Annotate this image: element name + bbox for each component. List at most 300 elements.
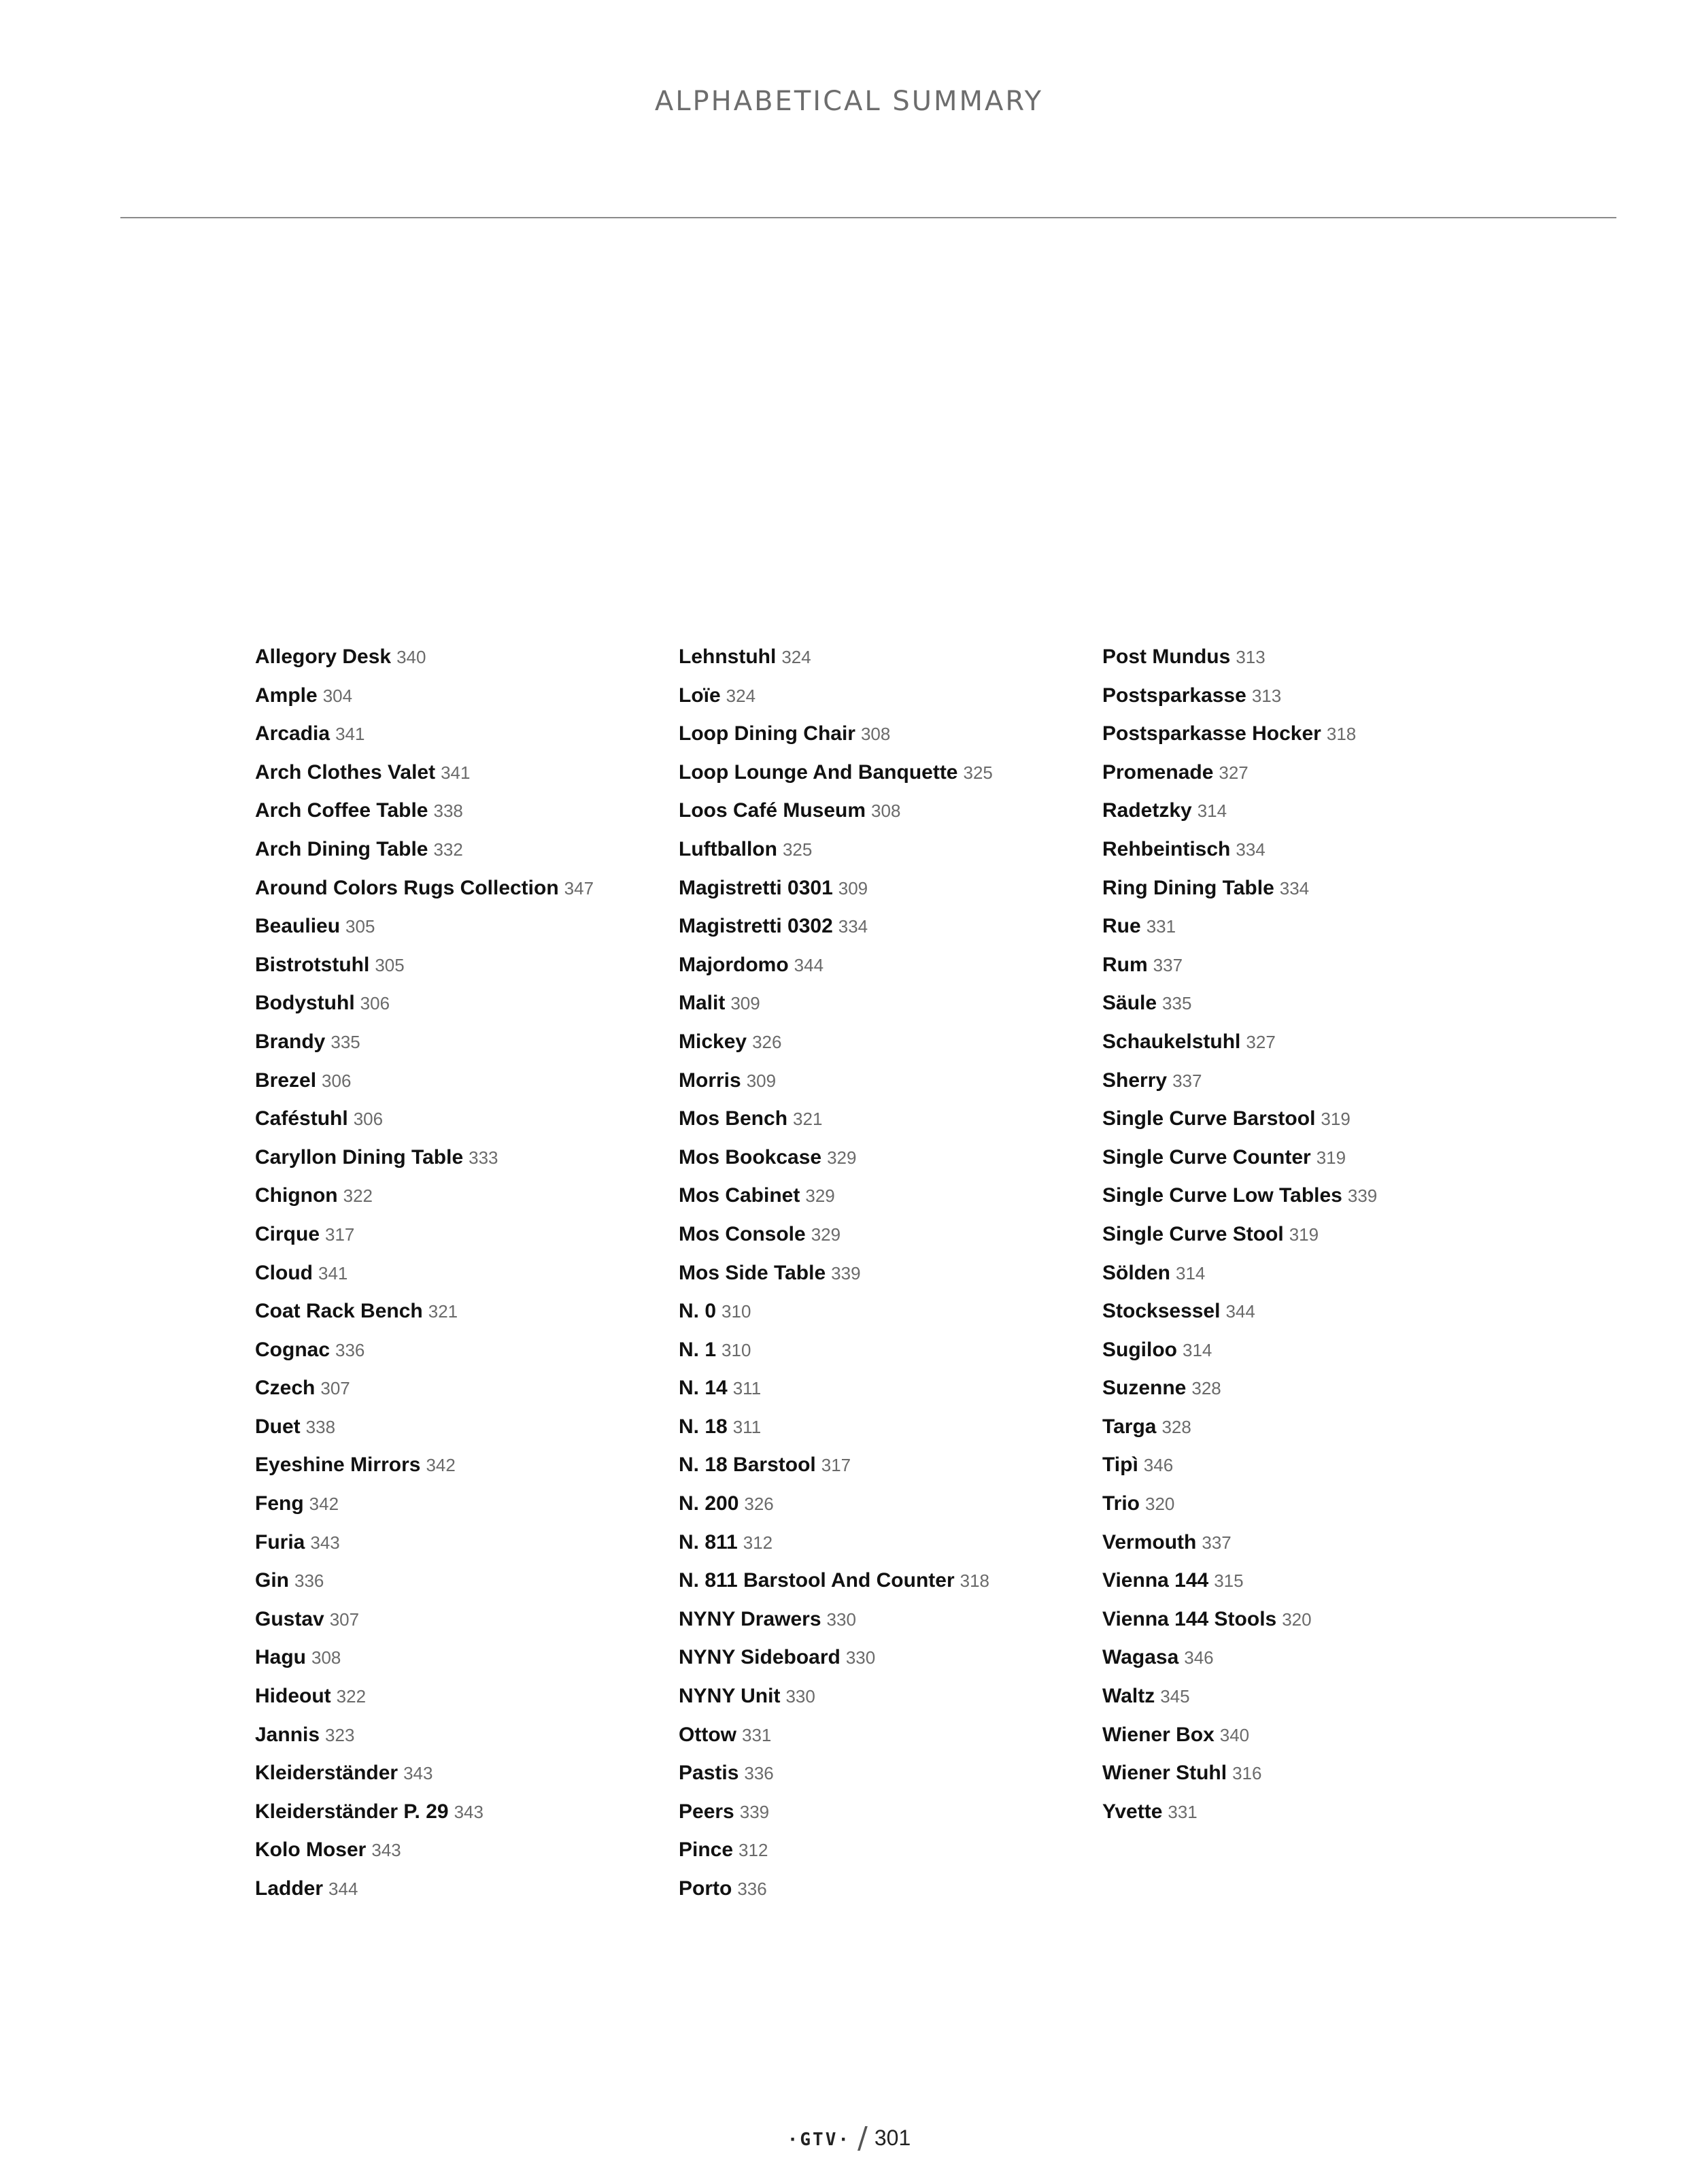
entry-name: Mos Side Table [679,1261,826,1284]
entry-name: Hagu [255,1646,306,1669]
index-entry [1102,1294,1524,1332]
entry-page-number: 308 [311,1647,341,1668]
entry-page-number: 343 [454,1801,483,1822]
index-entry [1102,1332,1524,1371]
entry-name: Arcadia [255,722,330,745]
entry-name: Promenade [1102,760,1214,784]
index-entry [679,1294,1100,1332]
index-entry [1102,1486,1524,1525]
index-entry [1102,1794,1524,1833]
entry-page-number: 334 [1236,839,1266,860]
entry-page-number: 346 [1184,1647,1214,1668]
entry-page-number: 321 [428,1301,458,1322]
entry-name: Cirque [255,1222,320,1245]
entry-name: Gustav [255,1607,324,1630]
entry-page-number: 336 [294,1570,324,1592]
index-entry [679,871,1100,909]
index-entry [679,1602,1100,1641]
entry-page-number: 335 [1162,993,1192,1014]
index-entry [255,793,677,832]
page-number: 301 [874,2126,911,2150]
entry-name: Loop Dining Chair [679,722,855,745]
entry-page-number: 339 [1347,1186,1378,1207]
entry-page-number: 319 [1316,1147,1346,1168]
entry-name: N. 811 Barstool And Counter [679,1569,955,1592]
index-entry [1102,1679,1524,1717]
entry-page-number: 328 [1191,1378,1221,1399]
index-entry [1102,1409,1524,1448]
index-entry [255,1371,677,1409]
entry-name: Kleiderständer [255,1762,398,1785]
entry-name: Waltz [1102,1685,1155,1708]
entry-page-number: 338 [305,1416,336,1437]
index-entry [1102,1640,1524,1679]
index-entry [255,1101,677,1140]
entry-name: Single Curve Barstool [1102,1107,1316,1130]
index-entry [255,986,677,1024]
entry-name: Vienna 144 Stools [1102,1607,1277,1630]
entry-name: Single Curve Stool [1102,1222,1284,1245]
entry-page-number: 319 [1321,1109,1351,1130]
entry-page-number: 329 [805,1186,835,1207]
entry-name: Radetzky [1102,799,1192,822]
entry-page-number: 320 [1145,1494,1175,1515]
entry-page-number: 337 [1172,1070,1202,1091]
index-column-1 [255,639,677,1910]
entry-name: Mos Console [679,1222,806,1245]
entry-name: N. 18 [679,1415,728,1438]
entry-name: Gin [255,1569,289,1592]
index-entry [255,1447,677,1486]
entry-name: Mos Bench [679,1107,788,1130]
brand-logo: ·GTV· [787,2130,851,2150]
index-entry [255,1794,677,1833]
entry-name: Rehbeintisch [1102,837,1231,860]
index-entry [679,793,1100,832]
index-entry [255,1602,677,1641]
index-entry [1102,1256,1524,1294]
index-entry [1102,1371,1524,1409]
entry-page-number: 337 [1153,954,1183,975]
entry-page-number: 315 [1214,1570,1244,1592]
entry-name: Around Colors Rugs Collection [255,876,559,899]
entry-page-number: 309 [838,877,868,898]
index-entry [679,1063,1100,1102]
index-entry [1102,1447,1524,1486]
index-entry [255,639,677,678]
entry-page-number: 331 [741,1724,772,1745]
entry-name: Peers [679,1800,734,1823]
entry-page-number: 326 [744,1494,774,1515]
entry-page-number: 317 [325,1224,355,1245]
index-entry [255,947,677,986]
entry-name: Arch Clothes Valet [255,760,436,784]
index-entry [1102,871,1524,909]
entry-page-number: 322 [343,1186,373,1207]
entry-page-number: 340 [396,647,426,667]
entry-page-number: 347 [564,877,594,898]
entry-page-number: 322 [336,1686,367,1707]
index-entry [679,909,1100,947]
entry-page-number: 316 [1232,1763,1262,1784]
entry-name: N. 18 Barstool [679,1454,816,1477]
header-divider [120,217,1616,218]
entry-name: Trio [1102,1492,1140,1515]
entry-page-number: 324 [781,647,811,667]
entry-page-number: 321 [793,1109,823,1130]
entry-name: Ladder [255,1877,324,1900]
entry-page-number: 306 [360,993,390,1014]
entry-page-number: 313 [1236,647,1266,667]
index-entry [1102,909,1524,947]
entry-name: Cloud [255,1261,313,1284]
index-column-2 [679,639,1100,1910]
index-entry [679,1525,1100,1564]
entry-name: Vienna 144 [1102,1569,1209,1592]
entry-name: Pastis [679,1762,739,1785]
index-entry [679,1409,1100,1448]
entry-page-number: 327 [1219,762,1249,783]
index-entry [255,1140,677,1179]
entry-name: Chignon [255,1184,338,1207]
index-entry [679,1178,1100,1217]
entry-page-number: 312 [738,1840,768,1861]
index-entry [679,678,1100,717]
alphabetical-index [255,639,1547,1932]
entry-page-number: 313 [1251,685,1282,706]
entry-page-number: 314 [1182,1339,1212,1360]
entry-name: Beaulieu [255,915,341,938]
page-footer [0,2121,1698,2155]
entry-name: Hideout [255,1685,331,1708]
entry-name: N. 811 [679,1530,738,1553]
entry-page-number: 330 [845,1647,876,1668]
entry-page-number: 314 [1197,801,1227,822]
entry-page-number: 331 [1168,1801,1198,1822]
entry-name: Tipì [1102,1454,1138,1477]
entry-page-number: 343 [310,1532,340,1553]
index-entry [255,1525,677,1564]
entry-name: Rum [1102,953,1148,976]
entry-page-number: 304 [322,685,353,706]
index-entry [1102,1563,1524,1602]
entry-name: N. 200 [679,1492,739,1515]
entry-name: Schaukelstuhl [1102,1030,1241,1053]
entry-page-number: 330 [826,1609,856,1630]
footer-separator: / [858,2121,868,2155]
index-entry [255,871,677,909]
entry-page-number: 336 [737,1879,767,1899]
index-entry [255,1717,677,1756]
entry-page-number: 339 [831,1262,861,1283]
entry-page-number: 306 [322,1070,352,1091]
index-entry [1102,832,1524,871]
entry-name: Cognac [255,1338,330,1361]
index-entry [679,1332,1100,1371]
index-entry [679,1371,1100,1409]
entry-name: Yvette [1102,1800,1163,1823]
entry-page-number: 341 [318,1262,348,1283]
index-entry [255,1871,677,1910]
entry-page-number: 314 [1176,1262,1206,1283]
index-entry [1102,793,1524,832]
entry-name: Coat Rack Bench [255,1300,423,1323]
entry-name: Magistretti 0301 [679,876,833,899]
index-entry [1102,1101,1524,1140]
index-entry [679,832,1100,871]
entry-page-number: 345 [1160,1686,1190,1707]
entry-name: N. 1 [679,1338,717,1361]
entry-page-number: 332 [433,839,463,860]
entry-page-number: 306 [353,1109,384,1130]
entry-name: Wiener Box [1102,1723,1215,1746]
entry-name: Morris [679,1069,741,1092]
entry-page-number: 310 [721,1339,751,1360]
entry-name: Eyeshine Mirrors [255,1454,421,1477]
entry-name: Lehnstuhl [679,645,777,668]
entry-name: Loop Lounge And Banquette [679,760,958,784]
entry-name: Sherry [1102,1069,1168,1092]
entry-name: Wagasa [1102,1646,1179,1669]
index-entry [1102,755,1524,794]
index-entry [679,1024,1100,1063]
entry-page-number: 343 [371,1840,401,1861]
entry-name: Brezel [255,1069,317,1092]
entry-name: Single Curve Low Tables [1102,1184,1342,1207]
index-entry [679,1447,1100,1486]
entry-name: Luftballon [679,837,777,860]
index-entry [1102,1525,1524,1564]
index-entry [1102,947,1524,986]
entry-name: NYNY Sideboard [679,1646,840,1669]
entry-page-number: 327 [1246,1031,1276,1052]
index-entry [1102,639,1524,678]
entry-page-number: 326 [752,1031,782,1052]
index-entry [1102,1755,1524,1794]
index-entry [1102,1717,1524,1756]
index-entry [679,1871,1100,1910]
entry-page-number: 337 [1202,1532,1232,1553]
entry-page-number: 336 [335,1339,365,1360]
entry-name: Magistretti 0302 [679,915,833,938]
index-entry [255,1755,677,1794]
index-entry [679,1140,1100,1179]
index-entry [679,1101,1100,1140]
index-entry [255,1679,677,1717]
entry-name: Pince [679,1838,734,1862]
index-entry [255,1640,677,1679]
index-entry [1102,716,1524,755]
index-entry [255,1217,677,1256]
index-entry [679,716,1100,755]
entry-name: Postsparkasse Hocker [1102,722,1321,745]
entry-page-number: 308 [871,801,901,822]
index-entry [679,1640,1100,1679]
entry-name: Bodystuhl [255,992,355,1015]
index-entry [255,909,677,947]
entry-name: Caféstuhl [255,1107,348,1130]
entry-page-number: 342 [309,1494,339,1515]
entry-name: Sölden [1102,1261,1171,1284]
index-entry [679,1486,1100,1525]
entry-page-number: 320 [1282,1609,1312,1630]
index-entry [1102,1024,1524,1063]
index-entry [679,1563,1100,1602]
entry-page-number: 311 [732,1378,762,1399]
index-entry [679,1256,1100,1294]
index-column-3 [1102,639,1524,1832]
index-entry [679,947,1100,986]
index-entry [1102,1602,1524,1641]
entry-name: Loïe [679,684,721,707]
entry-page-number: 341 [335,724,365,745]
entry-name: Vermouth [1102,1530,1197,1553]
entry-name: Porto [679,1877,732,1900]
entry-page-number: 336 [744,1763,774,1784]
index-entry [679,1794,1100,1833]
entry-page-number: 325 [782,839,813,860]
entry-page-number: 341 [441,762,471,783]
entry-name: Allegory Desk [255,645,392,668]
entry-name: Brandy [255,1030,326,1053]
entry-name: Säule [1102,992,1157,1015]
entry-name: Ring Dining Table [1102,876,1274,899]
entry-name: Arch Dining Table [255,837,428,860]
entry-name: Stocksessel [1102,1300,1221,1323]
entry-name: N. 14 [679,1377,728,1400]
entry-page-number: 324 [726,685,756,706]
index-entry [255,832,677,871]
index-entry [255,755,677,794]
index-entry [255,1178,677,1217]
entry-name: Mickey [679,1030,747,1053]
entry-page-number: 325 [963,762,993,783]
entry-page-number: 340 [1219,1724,1250,1745]
entry-page-number: 309 [746,1070,777,1091]
index-entry [255,1024,677,1063]
index-entry [1102,1217,1524,1256]
entry-name: NYNY Unit [679,1685,781,1708]
entry-name: Kleiderständer P. 29 [255,1800,449,1823]
entry-page-number: 338 [433,801,463,822]
entry-name: Feng [255,1492,304,1515]
index-entry [679,755,1100,794]
index-entry [255,1063,677,1102]
entry-page-number: 329 [827,1147,857,1168]
entry-name: NYNY Drawers [679,1607,821,1630]
entry-name: Ottow [679,1723,736,1746]
entry-name: Mos Bookcase [679,1145,822,1169]
index-entry [679,1717,1100,1756]
entry-page-number: 323 [325,1724,355,1745]
entry-name: Sugiloo [1102,1338,1177,1361]
entry-name: Majordomo [679,953,789,976]
entry-name: Suzenne [1102,1377,1187,1400]
entry-page-number: 343 [403,1763,433,1784]
entry-name: Duet [255,1415,301,1438]
entry-page-number: 344 [328,1879,358,1899]
entry-page-number: 308 [860,724,891,745]
entry-name: Post Mundus [1102,645,1231,668]
entry-page-number: 309 [730,993,760,1014]
entry-name: Ample [255,684,318,707]
entry-page-number: 317 [821,1455,851,1476]
index-entry [255,1486,677,1525]
entry-page-number: 312 [743,1532,773,1553]
index-entry [255,1256,677,1294]
entry-name: Bistrotstuhl [255,953,370,976]
entry-name: Mos Cabinet [679,1184,800,1207]
index-entry [1102,1178,1524,1217]
entry-page-number: 328 [1161,1416,1191,1437]
entry-page-number: 331 [1146,916,1176,937]
index-entry [255,1409,677,1448]
entry-page-number: 334 [838,916,868,937]
page-title: ALPHABETICAL SUMMARY [654,86,1044,117]
entry-page-number: 334 [1279,877,1310,898]
index-entry [255,1832,677,1871]
index-entry [1102,1140,1524,1179]
entry-name: Loos Café Museum [679,799,866,822]
entry-name: Malit [679,992,726,1015]
entry-page-number: 339 [739,1801,770,1822]
entry-page-number: 333 [469,1147,498,1168]
entry-name: Arch Coffee Table [255,799,428,822]
entry-page-number: 329 [811,1224,841,1245]
entry-page-number: 319 [1289,1224,1319,1245]
entry-name: Caryllon Dining Table [255,1145,464,1169]
index-entry [255,1563,677,1602]
entry-page-number: 311 [732,1416,762,1437]
entry-page-number: 344 [1225,1301,1255,1322]
index-entry [255,716,677,755]
entry-name: Wiener Stuhl [1102,1762,1227,1785]
entry-page-number: 307 [320,1378,350,1399]
entry-name: Jannis [255,1723,320,1746]
entry-name: Rue [1102,915,1141,938]
entry-page-number: 307 [329,1609,360,1630]
index-entry [1102,678,1524,717]
entry-page-number: 318 [1326,724,1357,745]
entry-name: Furia [255,1530,305,1553]
entry-page-number: 335 [330,1031,360,1052]
index-entry [679,1755,1100,1794]
index-entry [255,678,677,717]
entry-page-number: 330 [785,1686,815,1707]
entry-page-number: 305 [345,916,375,937]
index-entry [679,1217,1100,1256]
index-entry [1102,1063,1524,1102]
entry-name: Single Curve Counter [1102,1145,1311,1169]
index-entry [679,986,1100,1024]
entry-page-number: 346 [1143,1455,1174,1476]
entry-page-number: 305 [375,954,405,975]
entry-name: Czech [255,1377,316,1400]
entry-name: Postsparkasse [1102,684,1246,707]
entry-page-number: 342 [426,1455,456,1476]
entry-name: Kolo Moser [255,1838,367,1862]
entry-name: N. 0 [679,1300,717,1323]
entry-page-number: 344 [794,954,824,975]
entry-name: Targa [1102,1415,1157,1438]
index-entry [255,1294,677,1332]
entry-page-number: 318 [960,1570,990,1592]
index-entry [679,639,1100,678]
index-entry [255,1332,677,1371]
index-entry [679,1832,1100,1871]
entry-page-number: 310 [721,1301,751,1322]
index-entry [1102,986,1524,1024]
